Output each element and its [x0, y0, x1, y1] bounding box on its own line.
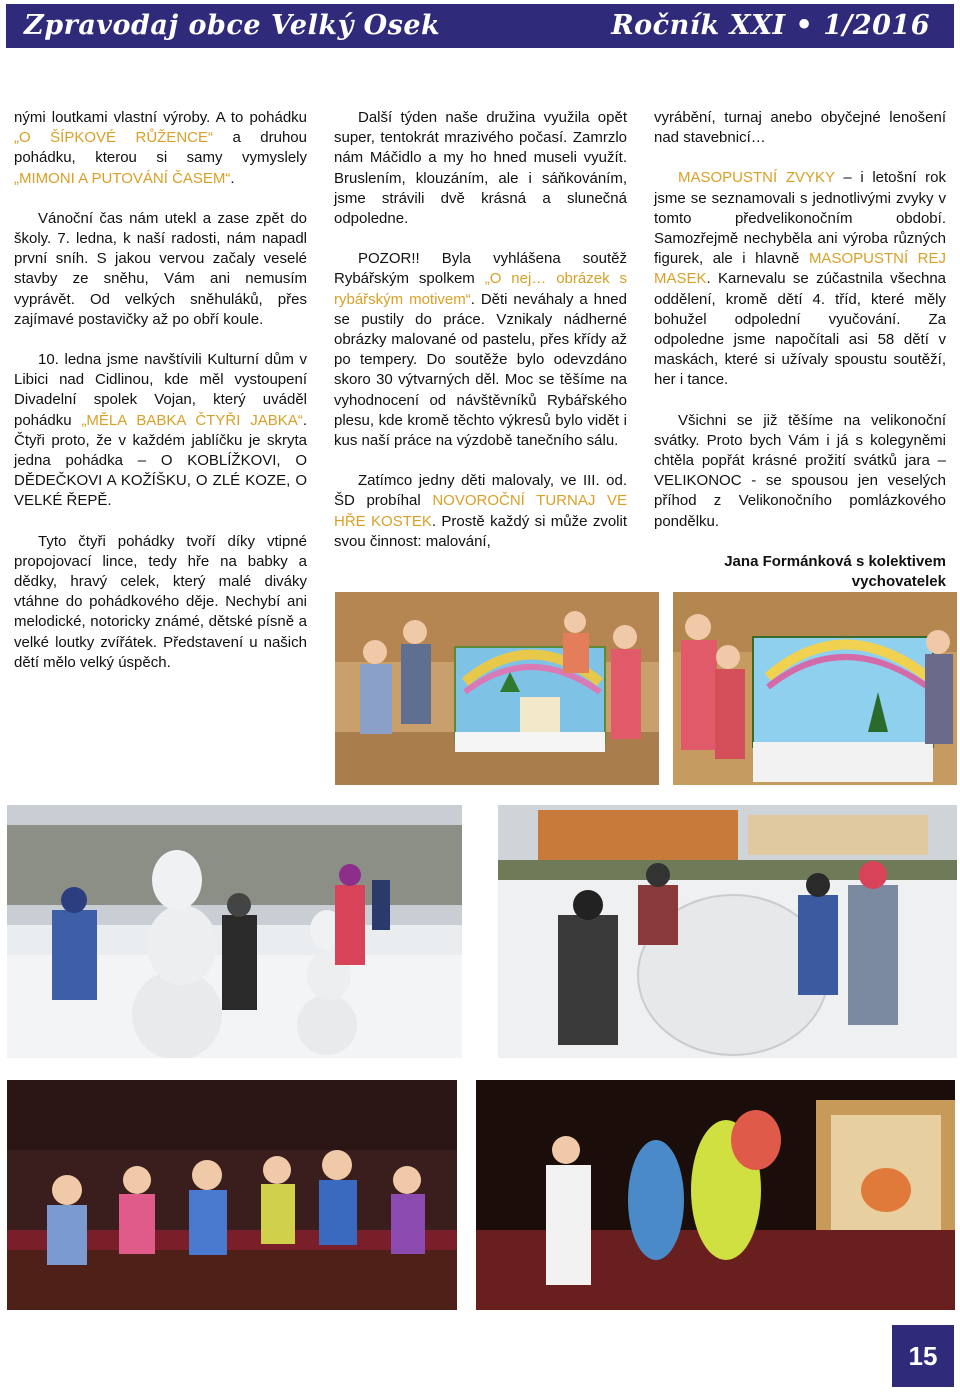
text: a druhou pohádku, kterou si samy vymyslely [14, 129, 307, 167]
text: . Děti neváhaly a hned se pustily do práce. Vznikaly nádherné obrázky malované od pastelu, přes křídy až po tempery. Do soutěže bylo odevzdáno skoro 30 výtvarných děl. Moc se těšíme na vyhodnocení od návštěvníků Rybářského plesu, kde kromě těchto výkresů bylo vidět i kus naší práce na výzdobě tanečního sálu. [334, 290, 627, 450]
issue-label: Ročník XXI • 1/2016 [611, 10, 930, 41]
highlight-text: „MIMONI A PUTOVÁNÍ ČASEM“ [14, 169, 231, 187]
photo-theatre-audience [7, 1080, 457, 1310]
text: . Karnevalu se zúčastnila všechna oddělení, kromě dětí 4. tříd, které měly bohužel odpolední vyučování. Za odpoledne jsme napočítali asi 58 dětí v maskách, které si užívaly spoustu soutěží, her i tance. [654, 270, 946, 389]
column-2 [334, 108, 627, 572]
photo-illustration [498, 805, 957, 1058]
photo-illustration [673, 592, 957, 785]
photo-children-with-collage [673, 592, 957, 785]
highlight-text: MASOPUSTNÍ REJ MASEK [654, 250, 946, 288]
paragraph: Další týden naše družina využila opět super, tentokrát mrazivého počasí. Zamrzlo nám Máčidlo a my ho hned museli využít. Bruslením, klouzáním, ale i sáňkováním, jsme strávili dvě krásná a slunečná odpoledne. [334, 109, 627, 228]
photo-puppet-stage [476, 1080, 955, 1310]
photo-giant-snowball [498, 805, 957, 1058]
highlight-text: MASOPUSTNÍ ZVYKY [678, 169, 835, 187]
text: . Čtyři proto, že v každém jablíčku je skryta jedna pohádka – O KOBLÍŽKOVI, O DĚDEČKOVI A KOŽÍŠKU, O ZLÉ KOZE, O VELKÉ ŘEPĚ. [14, 411, 307, 510]
paragraph [334, 471, 627, 552]
page-number: 15 [892, 1325, 954, 1387]
text: . [230, 169, 235, 187]
highlight-text: „MĚLA BABKA ČTYŘI JABKA“ [81, 411, 303, 429]
signature-line: Jana Formánková s kolektivem [724, 552, 946, 570]
paragraph: Všichni se již těšíme na velikonoční svátky. Proto bych Vám i já s kolegyněmi chtěla popřát krásné prožití svátků jara – VELIKONOC - se spousou jen veselých příhod z Velikonočního pomlázkového pondělku. [654, 411, 946, 530]
paragraph: Vánoční čas nám utekl a zase zpět do školy. 7. ledna, k naší radosti, nám napadl první sníh. S jakou vervou začaly veselé stavby ze sněhu, Vám ani nemusím vyprávět. Od velkých sněhuláků, přes zajímavé postavičky až po obří koule. [14, 209, 307, 328]
highlight-text: NOVOROČNÍ TURNAJ VE HŘE KOSTEK [334, 492, 627, 530]
paragraph [14, 108, 307, 189]
text: Zatímco jedny děti malovaly, ve III. od. ŠD probíhal [334, 472, 627, 510]
text: – i letošní rok jsme se seznamovali s jednotlivými zvyky v tomto předvelikonočním období. Samozřejmě nechyběla ani výroba různých figurek, ale i hlavně [654, 169, 946, 268]
paragraph: Tyto čtyři pohádky tvoří díky vtipné propojovací lince, tedy hře na babky a dědky, hravý celek, který malé diváky vtáhne do pohádkového děje. Nechybí ani melodické, notoricky známé, dětské písně a velké loutky zvířátek. Představení u našich dětí mělo velký úspěch. [14, 532, 307, 671]
newsletter-header [6, 4, 954, 48]
signature-line: vychovatelek [851, 573, 946, 591]
highlight-text: „O ŠÍPKOVÉ RŮŽENCE“ [14, 129, 213, 147]
text: . Prostě každý si může zvolit svou činnost: malování, [334, 512, 628, 550]
photo-illustration [476, 1080, 955, 1310]
paragraph [654, 168, 946, 390]
photo-illustration [335, 592, 659, 785]
newsletter-title: Zpravodaj obce Velký Osek [24, 10, 441, 41]
paragraph [334, 249, 627, 451]
paragraph: vyrábění, turnaj anebo obyčejné lenošení nad stavebnicí… [654, 109, 946, 147]
text: POZOR!! Byla vyhlášena soutěž Rybářským spolkem [334, 250, 627, 288]
photo-illustration [7, 1080, 457, 1310]
column-1 [14, 108, 307, 693]
photo-illustration [7, 805, 462, 1058]
paragraph [14, 350, 307, 512]
column-3 [654, 108, 946, 593]
text: nými loutkami vlastní výroby. A to pohádku [14, 109, 307, 126]
signature [654, 552, 946, 593]
photo-children-with-paintings [335, 592, 659, 785]
text: 10. ledna jsme navštívili Kulturní dům v Libici nad Cidlinou, kde měl vystoupení Divadelní spolek Vojan, který uváděl pohádku [14, 351, 307, 429]
highlight-text: „O nej… obrázek s rybářským motivem“ [334, 270, 627, 308]
photo-snowmen [7, 805, 462, 1058]
